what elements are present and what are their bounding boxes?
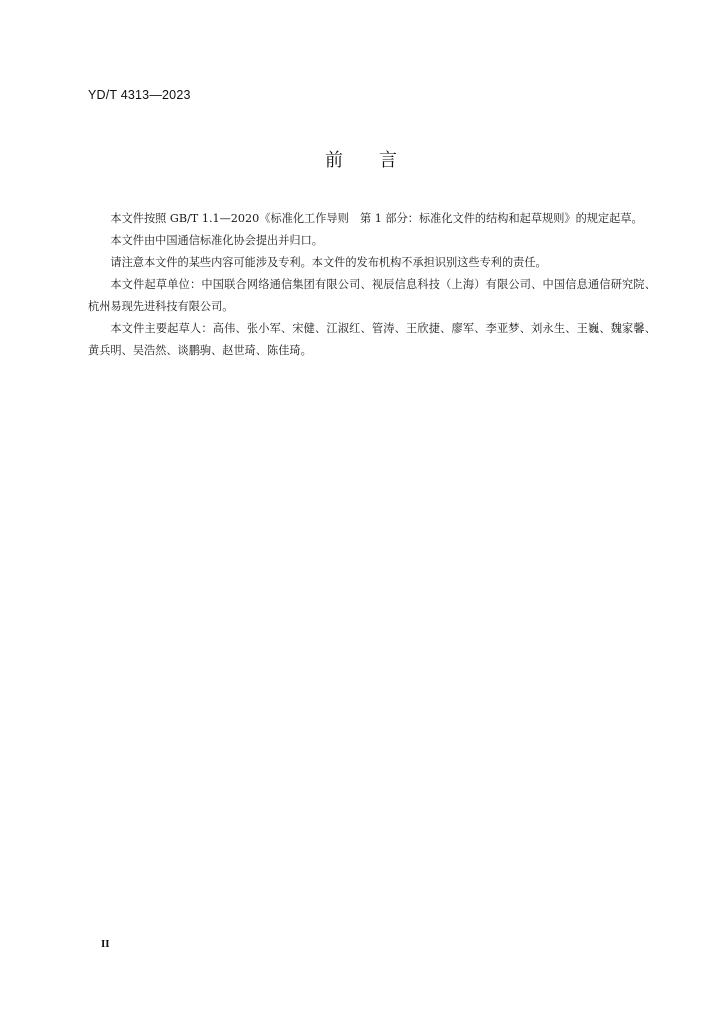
paragraph-drafting-rules: 本文件按照 GB/T 1.1—2020《标准化工作导则 第 1 部分：标准化文件的结构和起草规则》的规定起草。: [110, 212, 643, 225]
paragraph-drafting-units: 本文件起草单位：中国联合网络通信集团有限公司、视辰信息科技（上海）有限公司、中国信息通信研究院、杭州易现先进科技有限公司。: [88, 278, 656, 313]
title-char-1: 前: [325, 150, 345, 171]
page-number: II: [101, 938, 110, 950]
document-code: YD/T 4313—2023: [88, 88, 191, 102]
paragraph-patent-notice: 请注意本文件的某些内容可能涉及专利。本文件的发布机构不承担识别这些专利的责任。: [110, 256, 547, 269]
paragraph-drafters: 本文件主要起草人：高伟、张小军、宋健、江淑红、管涛、王欣捷、廖军、李亚梦、刘永生、王巍、魏家馨、黄兵明、吴浩然、谈鹏驹、赵世琦、陈佳琦。: [88, 322, 656, 357]
title-char-2: 言: [379, 150, 399, 171]
foreword-body: [88, 208, 656, 362]
paragraph-proposer: 本文件由中国通信标准化协会提出并归口。: [110, 234, 323, 247]
page-title: [0, 146, 724, 172]
